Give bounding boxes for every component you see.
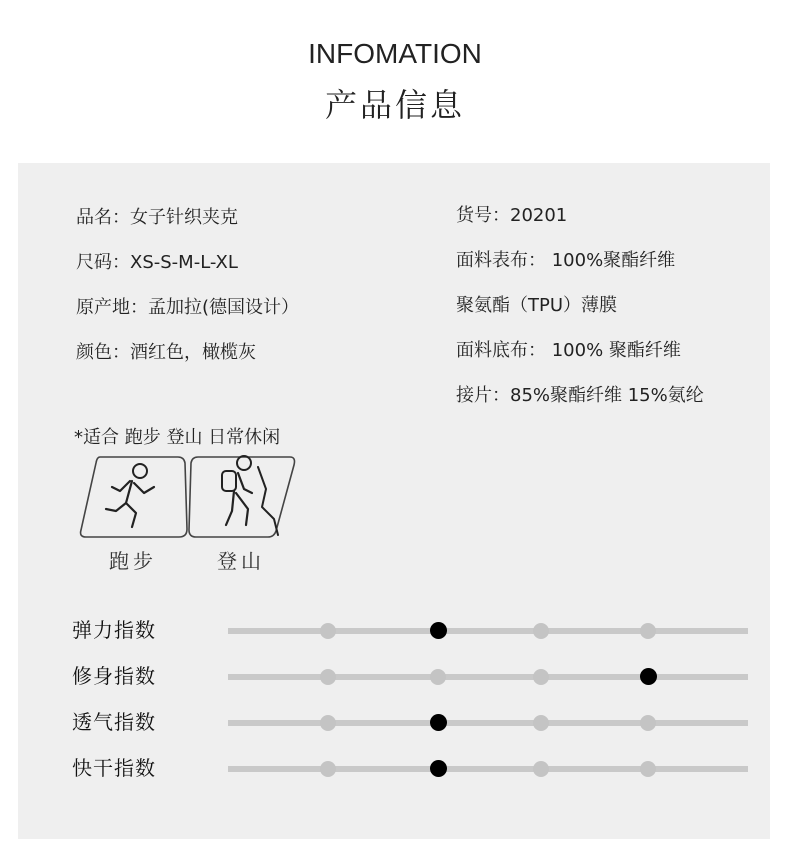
fabric-lining: 面料底布： 100% 聚酯纤维 <box>456 340 681 361</box>
rating-dot <box>533 761 549 777</box>
info-right-column <box>456 203 704 428</box>
rating-dot <box>320 623 336 639</box>
activity-running <box>78 453 188 573</box>
rating-dot-active <box>430 622 447 639</box>
rating-label: 透气指数 <box>72 710 156 734</box>
rating-dot <box>320 715 336 731</box>
header <box>0 0 790 160</box>
product-name: 品名：女子针织夹克 <box>76 207 238 228</box>
rating-dot <box>430 669 446 685</box>
ratings-list <box>18 615 770 799</box>
fabric-outer: 面料表布： 100%聚酯纤维 <box>456 250 676 271</box>
rating-dot-active <box>430 760 447 777</box>
title-chinese: 产品信息 <box>324 86 465 124</box>
activity-climbing <box>186 453 296 573</box>
info-panel <box>18 163 770 839</box>
product-colors: 颜色：酒红色，橄榄灰 <box>76 342 256 363</box>
rating-track <box>228 720 748 726</box>
suitable-for: *适合 跑步 登山 日常休闲 <box>74 427 281 448</box>
rating-dot <box>320 761 336 777</box>
rating-track <box>228 766 748 772</box>
rating-dot <box>640 761 656 777</box>
rating-label: 弹力指数 <box>72 618 156 642</box>
product-origin: 原产地：孟加拉(德国设计） <box>76 297 300 318</box>
rating-dot-active <box>640 668 657 685</box>
info-left-column <box>76 205 299 385</box>
running-icon <box>78 453 188 543</box>
rating-dot <box>640 623 656 639</box>
rating-track <box>228 674 748 680</box>
product-sku: 货号：20201 <box>456 205 568 226</box>
rating-track <box>228 628 748 634</box>
rating-dot <box>533 715 549 731</box>
rating-dot-active <box>430 714 447 731</box>
rating-dot <box>533 623 549 639</box>
rating-row <box>18 707 770 753</box>
product-sizes: 尺码：XS-S-M-L-XL <box>76 252 238 273</box>
rating-dot <box>533 669 549 685</box>
rating-label: 修身指数 <box>72 664 156 688</box>
rating-row <box>18 615 770 661</box>
climbing-icon <box>186 453 296 543</box>
rating-row <box>18 661 770 707</box>
activity-label-running: 跑步 <box>109 549 157 573</box>
title-english: INFOMATION <box>308 38 482 69</box>
rating-dot <box>320 669 336 685</box>
fabric-membrane: 聚氨酯（TPU）薄膜 <box>456 295 618 316</box>
rating-row <box>18 753 770 799</box>
activity-label-climbing: 登山 <box>217 549 265 573</box>
rating-label: 快干指数 <box>72 756 156 780</box>
fabric-panel: 接片：85%聚酯纤维 15%氨纶 <box>456 385 704 406</box>
rating-dot <box>640 715 656 731</box>
